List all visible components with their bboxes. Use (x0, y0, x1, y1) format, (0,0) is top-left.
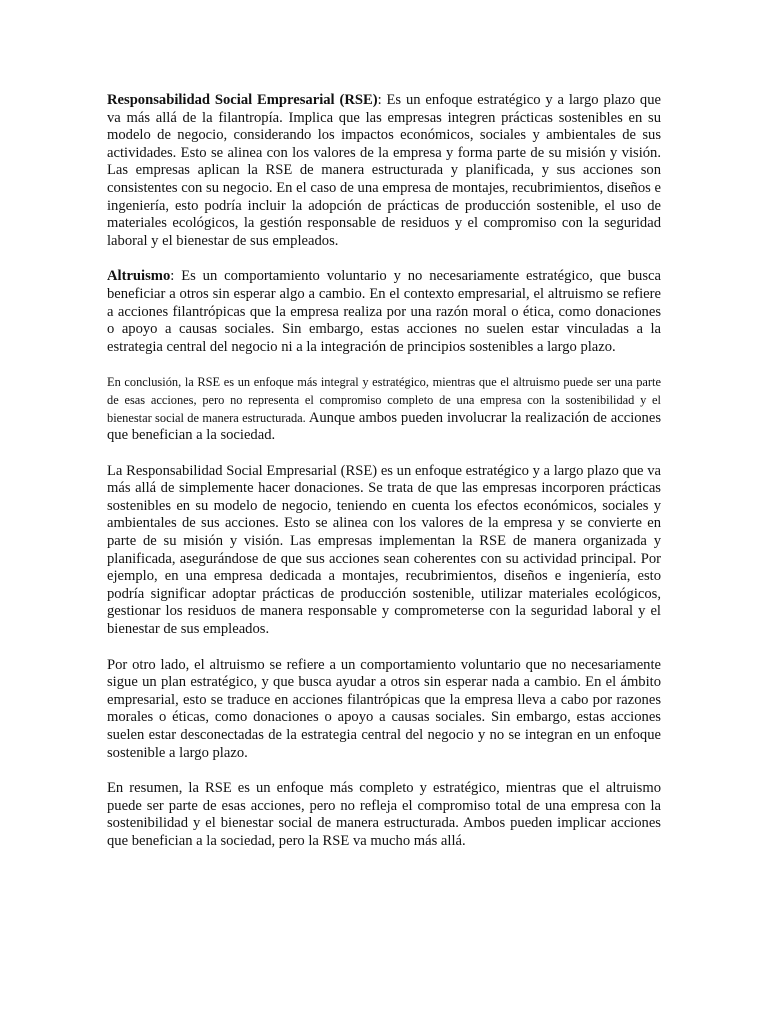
paragraph-conclusion (107, 374, 661, 444)
term-altruismo: Altruismo (107, 268, 171, 285)
paragraph-rse-definition (107, 92, 661, 250)
conclusion-text: Aunque ambos pueden involucrar la realización de acciones que benefician a la sociedad. (107, 409, 662, 444)
paragraph-altruismo-text: : Es un comportamiento voluntario y no necesariamente estratégico, que busca beneficiar a otros sin esperar algo a cambio. En el contexto empresarial, el altruismo se refiere a acciones filantrópicas que la empresa realiza por una razón moral o ética, como donaciones o apoyo a causas sociales. Sin embargo, estas acciones no suelen estar vinculadas a la estrategia central del negocio ni a la integración de principios sostenibles a largo plazo. (107, 268, 661, 355)
paragraph-altruismo-definition (107, 268, 661, 356)
paragraph-summary: En resumen, la RSE es un enfoque más completo y estratégico, mientras que el altruismo puede ser parte de esas acciones, pero no refleja el compromiso total de una empresa con la sostenibilidad y el bienestar social de manera estructurada. Ambos pueden implicar acciones que benefician a la sociedad, pero la RSE va mucho más allá. (107, 780, 661, 849)
paragraph-rse-extended: La Responsabilidad Social Empresarial (RSE) es un enfoque estratégico y a largo plazo que va más allá de simplemente hacer donaciones. Se trata de que las empresas incorporen prácticas sostenibles en su modelo de negocio, teniendo en cuenta los efectos económicos, sociales y ambientales de sus acciones. Esto se alinea con los valores de la empresa y se convierte en parte de su misión y visión. Las empresas implementan la RSE de manera organizada y planificada, asegurándose de que sus acciones sean coherentes con su actividad principal. Por ejemplo, en una empresa dedicada a montajes, recubrimientos, diseños e ingeniería, esto podría significar adoptar prácticas de producción sostenible, utilizar materiales ecológicos, gestionar los residuos de manera responsable y comprometerse con la seguridad laboral y el bienestar de sus empleados. (107, 462, 661, 638)
conclusion-small-text: En conclusión, la RSE es un enfoque más integral y estratégico, mientras que el altruismo puede ser una parte de esas acciones, pero no representa el compromiso completo de una empresa con la sostenibilidad y el bienestar social de manera estructurada. (107, 375, 661, 425)
term-rse: Responsabilidad Social Empresarial (RSE) (107, 92, 378, 108)
document-body (107, 92, 661, 851)
paragraph-altruismo-extended: Por otro lado, el altruismo se refiere a un comportamiento voluntario que no necesariamente sigue un plan estratégico, y que busca ayudar a otros sin esperar nada a cambio. En el ámbito empresarial, esto se traduce en acciones filantrópicas que la empresa lleva a cabo por razones morales o éticas, como donaciones o apoyo a causas sociales. Sin embargo, estas acciones suelen estar desconectadas de la estrategia central del negocio y no se integran en un enfoque sostenible a largo plazo. (107, 656, 661, 761)
paragraph-rse-text: : Es un enfoque estratégico y a largo plazo que va más allá de la filantropía. Implica que las empresas integren prácticas sostenibles en su modelo de negocio, considerando los impactos económicos, sociales y ambientales de sus actividades. Esto se alinea con los valores de la empresa y forma parte de su misión y visión. Las empresas aplican la RSE de manera estructurada y planificada, y sus acciones son consistentes con su negocio. En el caso de una empresa de montajes, recubrimientos, diseños e ingeniería, esto podría incluir la adopción de prácticas de producción sostenible, el uso de materiales ecológicos, la gestión responsable de residuos y el compromiso con la seguridad laboral y el bienestar de sus empleados. (107, 92, 661, 249)
